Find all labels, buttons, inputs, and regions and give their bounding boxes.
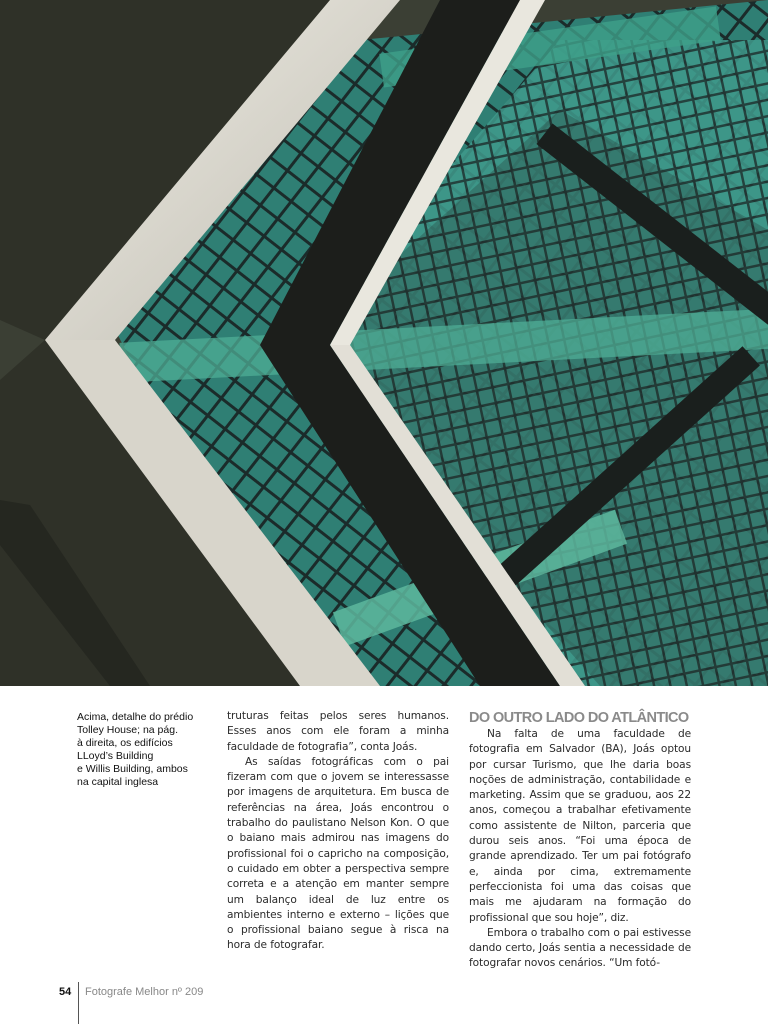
body-paragraph: Na falta de uma faculdade de fotografia em Salvador (BA), Joás optou por cursar Turismo, que lhe daria boas noções de administração, contabilidade e marketing. Assim que se graduou, aos 22 anos, começou a trabalhar efetivamente como assistente de Nilton, parceria que durou seis anos. “Foi uma época de grande aprendizado. Ter um pai fotógrafo e, ainda por cima, extremamente perfeccionista foi uma das coisas que mais me ajudaram na formação do profissional que sou hoje”, diz. bbox=[469, 728, 691, 924]
article-column-middle bbox=[227, 709, 449, 954]
magazine-name: Fotografe Melhor nº 209 bbox=[85, 986, 204, 998]
photo-caption bbox=[77, 711, 212, 789]
body-paragraph: As saídas fotográficas com o pai fizeram com que o jovem se interessasse por imagens de arquitetura. Em busca de referências na área, Joás encontrou o trabalho do paulistano Nelson Kon. O que o baiano mais admirou nas imagens do profissional foi o capricho na composição, o cuidado em obter a perspectiva sempre correta e a atenção em manter sempre um balanço ideal de luz entre os ambientes interno e externo – lições que o profissional baiano segue à risca na hora de fotografar. bbox=[227, 755, 449, 952]
section-heading: DO OUTRO LADO DO ATLÂNTICO bbox=[469, 710, 689, 726]
caption-line: à direita, os edifícios bbox=[77, 737, 173, 749]
caption-line: e Willis Building, ambos bbox=[77, 763, 188, 775]
body-paragraph: truturas feitas pelos seres humanos. Esses anos com ele foram a minha faculdade de fotografia”, conta Joás. bbox=[227, 710, 449, 753]
caption-line: LLoyd’s Building bbox=[77, 750, 154, 762]
page-number: 54 bbox=[59, 986, 72, 998]
body-paragraph: Embora o trabalho com o pai estivesse dando certo, Joás sentia a necessidade de fotografar novos cenários. “Um fotó- bbox=[469, 926, 691, 970]
caption-line: Tolley House; na pág. bbox=[77, 724, 178, 736]
footer-divider bbox=[78, 982, 79, 1024]
article-column-right bbox=[469, 709, 691, 972]
caption-line: Acima, detalhe do prédio bbox=[77, 711, 194, 723]
caption-line: na capital inglesa bbox=[77, 776, 159, 788]
